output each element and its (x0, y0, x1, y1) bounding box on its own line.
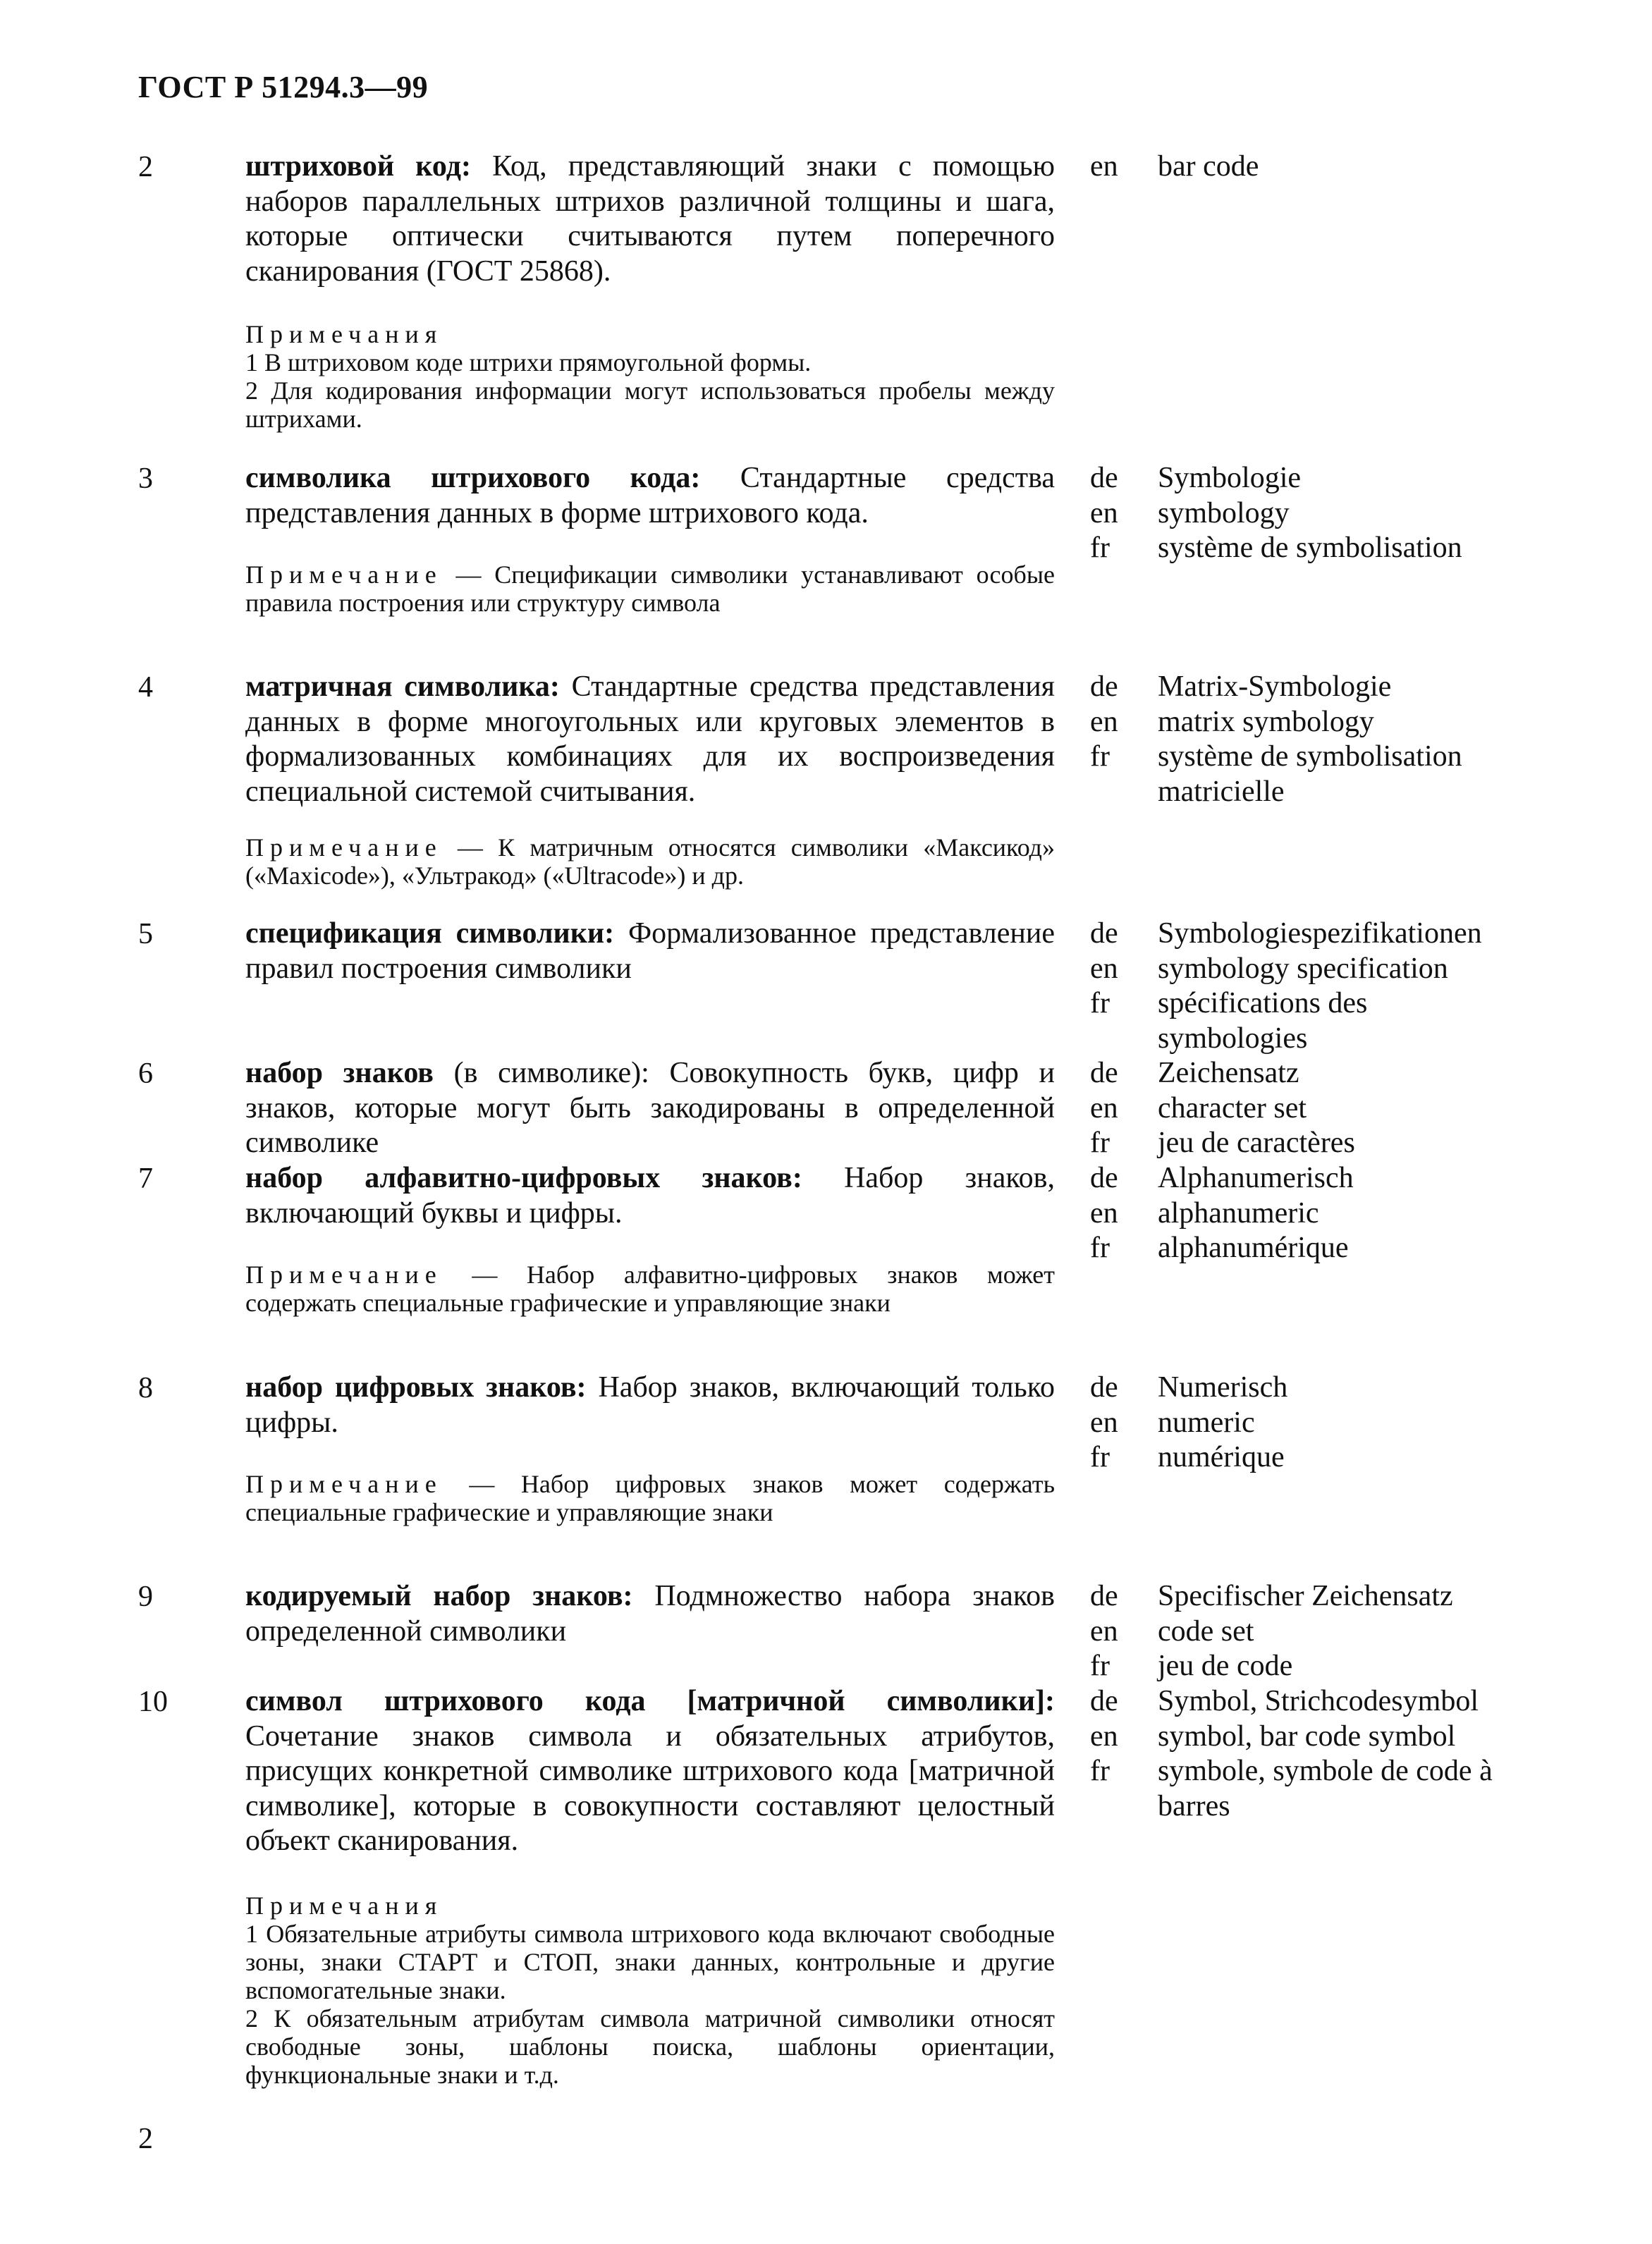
equivalent-row (1090, 1754, 1553, 1824)
equivalent-row (1090, 1056, 1553, 1091)
term-name: кодируемый набор знаков: (245, 1580, 633, 1612)
note (245, 320, 1055, 433)
entry-body (245, 149, 1055, 433)
note-heading: Примечание (245, 1470, 443, 1498)
document-header: ГОСТ Р 51294.3—99 (138, 70, 429, 104)
note-text: — Набор цифровых знаков может содержать специальные графические и управляющие знаки (245, 1470, 1055, 1526)
equivalent-row (1090, 1126, 1553, 1161)
equivalent-row (1090, 1649, 1553, 1684)
lang-code: en (1090, 1091, 1118, 1124)
equivalent-row (1090, 1091, 1553, 1127)
entry-number: 5 (138, 918, 153, 950)
equivalent-row (1090, 1719, 1553, 1755)
lang-term: Zeichensatz (1158, 1057, 1299, 1089)
term-definition: Подмножество набора знаков определенной символики (245, 1580, 1056, 1648)
entry-number: 8 (138, 1372, 153, 1404)
note-text: — Спецификации символики устанавливают особые правила построения или структуру символа (245, 560, 1055, 617)
term-name: символика штрихового кода: (245, 462, 701, 494)
term-definition: Набор знаков, включающий только цифры. (245, 1371, 1055, 1439)
entry-body (245, 461, 1055, 617)
entry-number: 6 (138, 1057, 153, 1090)
lang-term: Alphanumerisch (1158, 1162, 1354, 1194)
equivalent-row (1090, 531, 1553, 566)
note-heading: Примечание (245, 1261, 443, 1289)
lang-code: fr (1090, 1232, 1110, 1264)
equivalents-list (1090, 1161, 1553, 1266)
lang-term: code set (1158, 1614, 1254, 1648)
term-name: матричная символика: (245, 670, 560, 703)
lang-term: système de symbolisation (1158, 532, 1462, 564)
term-definition: Код, представляющий знаки с помощью наборов параллельных штрихов различной толщины и шага, которые оптически считываются путем поперечного сканирования (ГОСТ 25868). (245, 150, 1055, 288)
equivalent-row (1090, 1161, 1553, 1196)
lang-term: symbol, bar code symbol (1158, 1719, 1456, 1753)
lang-code: en (1090, 1719, 1118, 1753)
equivalent-row (1090, 705, 1553, 740)
note-item: 1 В штриховом коде штрихи прямоугольной формы. (245, 348, 812, 376)
lang-term: numérique (1158, 1441, 1285, 1473)
lang-code: fr (1090, 1441, 1110, 1473)
note-item: 1 Обязательные атрибуты символа штрихового кода включают свободные зоны, знаки СТАРТ и СТОП, знаки данных, контрольные и другие вспомогательные знаки. (245, 1919, 1055, 2004)
entry-body (245, 670, 1055, 890)
equivalent-row (1090, 986, 1553, 1056)
entry-number: 2 (138, 151, 153, 183)
lang-term: Matrix-Symbologie (1158, 670, 1392, 703)
lang-term: matrix symbology (1158, 705, 1374, 738)
lang-term: Symbologie (1158, 462, 1302, 494)
lang-code: de (1090, 1580, 1118, 1612)
note (245, 1261, 1055, 1317)
note-text: — Набор алфавитно-цифровых знаков может содержать специальные графические и управляющие знаки (245, 1261, 1055, 1317)
lang-code: de (1090, 1162, 1118, 1194)
note-heading: Примечания (245, 1891, 443, 1920)
equivalent-row (1090, 461, 1553, 496)
lang-term: Symbologiespezifikationen (1158, 917, 1482, 950)
lang-term: character set (1158, 1091, 1307, 1124)
entry-body (245, 1579, 1055, 1649)
note-text: — К матричным относятся символики «Максикод» («Maxicode»), «Ультракод» («Ultracode») и др. (245, 833, 1055, 890)
lang-code: en (1090, 1614, 1118, 1648)
equivalent-row (1090, 1684, 1553, 1719)
lang-code: fr (1090, 1650, 1110, 1682)
term-name: штриховой код: (245, 150, 471, 183)
lang-code: fr (1090, 1127, 1110, 1159)
lang-code: en (1090, 952, 1118, 985)
equivalent-row (1090, 1579, 1553, 1614)
term-name: символ штрихового кода [матричной символики]: (245, 1685, 1055, 1717)
lang-code: fr (1090, 740, 1110, 773)
note (245, 1470, 1055, 1526)
lang-term: numeric (1158, 1406, 1255, 1439)
term-definition: Набор знаков, включающий буквы и цифры. (245, 1162, 1055, 1230)
lang-code: fr (1090, 1755, 1110, 1787)
equivalent-row (1090, 1371, 1553, 1406)
equivalents-list (1090, 149, 1553, 185)
term-definition: Стандартные средства представления данных в форме многоугольных или круговых элементов в формализованных комбинациях для их воспроизведения специальной системой считывания. (245, 670, 1055, 808)
equivalents-list (1090, 916, 1553, 1056)
term-definition: Сочетание знаков символа и обязательных атрибутов, присущих конкретной символике штрихового кода [матричной символике], которые в совокупности составляют целостный объект сканирования. (245, 1719, 1055, 1857)
entry-number: 4 (138, 671, 153, 704)
note-item: 2 К обязательным атрибутам символа матричной символики относят свободные зоны, шаблоны поиска, шаблоны ориентации, функциональные знаки и т.д. (245, 2004, 1055, 2089)
term-name: спецификация символики: (245, 917, 615, 950)
lang-code: de (1090, 1057, 1118, 1089)
note-heading: Примечание (245, 560, 443, 589)
equivalent-row (1090, 149, 1553, 185)
lang-term: alphanumeric (1158, 1196, 1319, 1230)
lang-term: symbology specification (1158, 952, 1448, 985)
entry-body (245, 1161, 1055, 1317)
equivalent-row (1090, 1614, 1553, 1650)
equivalents-list (1090, 1684, 1553, 1824)
equivalents-list (1090, 670, 1553, 809)
entry-number: 10 (138, 1686, 168, 1718)
term-definition: Стандартные средства представления данных в форме штрихового кода. (245, 462, 1056, 529)
equivalent-row (1090, 1231, 1553, 1266)
lang-term: système de symbolisation matricielle (1158, 740, 1462, 808)
equivalent-row (1090, 952, 1553, 987)
entry-body (245, 1684, 1055, 2089)
lang-term: Numerisch (1158, 1371, 1288, 1404)
lang-term: Specifischer Zeichensatz (1158, 1580, 1453, 1612)
lang-code: fr (1090, 532, 1110, 564)
lang-code: de (1090, 1371, 1118, 1404)
lang-term: Symbol, Strichcodesymbol (1158, 1685, 1479, 1717)
equivalents-list (1090, 1056, 1553, 1161)
lang-code: en (1090, 150, 1118, 183)
note-item: 2 Для кодирования информации могут использоваться пробелы между штрихами. (245, 376, 1055, 433)
equivalent-row (1090, 670, 1553, 705)
term-definition: Формализованное представление правил построения символики (245, 917, 1055, 985)
note-heading: Примечание (245, 833, 443, 862)
note-heading: Примечания (245, 320, 443, 348)
lang-code: en (1090, 705, 1118, 738)
entry-body (245, 1056, 1055, 1161)
note (245, 560, 1055, 617)
entry-number: 7 (138, 1163, 153, 1195)
lang-code: en (1090, 1196, 1118, 1230)
entry-number: 3 (138, 462, 153, 495)
equivalent-row (1090, 1440, 1553, 1476)
note (245, 833, 1055, 890)
page-number: 2 (138, 2123, 153, 2155)
lang-term: spécifications des symbologies (1158, 987, 1368, 1055)
entry-body (245, 1371, 1055, 1526)
lang-code: de (1090, 670, 1118, 703)
equivalent-row (1090, 1406, 1553, 1441)
lang-code: de (1090, 1685, 1118, 1717)
equivalent-row (1090, 496, 1553, 532)
equivalents-list (1090, 1371, 1553, 1476)
note (245, 1892, 1055, 2089)
equivalent-row (1090, 1196, 1553, 1232)
lang-term: alphanumérique (1158, 1232, 1349, 1264)
term-name: набор знаков (245, 1057, 434, 1089)
equivalents-list (1090, 1579, 1553, 1684)
lang-code: en (1090, 496, 1118, 529)
lang-code: en (1090, 1406, 1118, 1439)
entry-number: 9 (138, 1581, 153, 1613)
lang-term: bar code (1158, 150, 1259, 183)
lang-code: de (1090, 462, 1118, 494)
lang-code: fr (1090, 987, 1110, 1019)
lang-term: symbology (1158, 496, 1290, 529)
lang-term: symbole, symbole de code à barres (1158, 1755, 1493, 1822)
lang-term: jeu de code (1158, 1650, 1293, 1682)
equivalent-row (1090, 740, 1553, 809)
entry-body (245, 916, 1055, 986)
term-name: набор цифровых знаков: (245, 1371, 587, 1404)
term-name: набор алфавитно-цифровых знаков: (245, 1162, 802, 1194)
equivalents-list (1090, 461, 1553, 566)
lang-term: jeu de caractères (1158, 1127, 1355, 1159)
equivalent-row (1090, 916, 1553, 952)
lang-code: de (1090, 917, 1118, 950)
term-definition: (в символике): Совокупность букв, цифр и знаков, которые могут быть закодированы в определенной символике (245, 1057, 1055, 1159)
